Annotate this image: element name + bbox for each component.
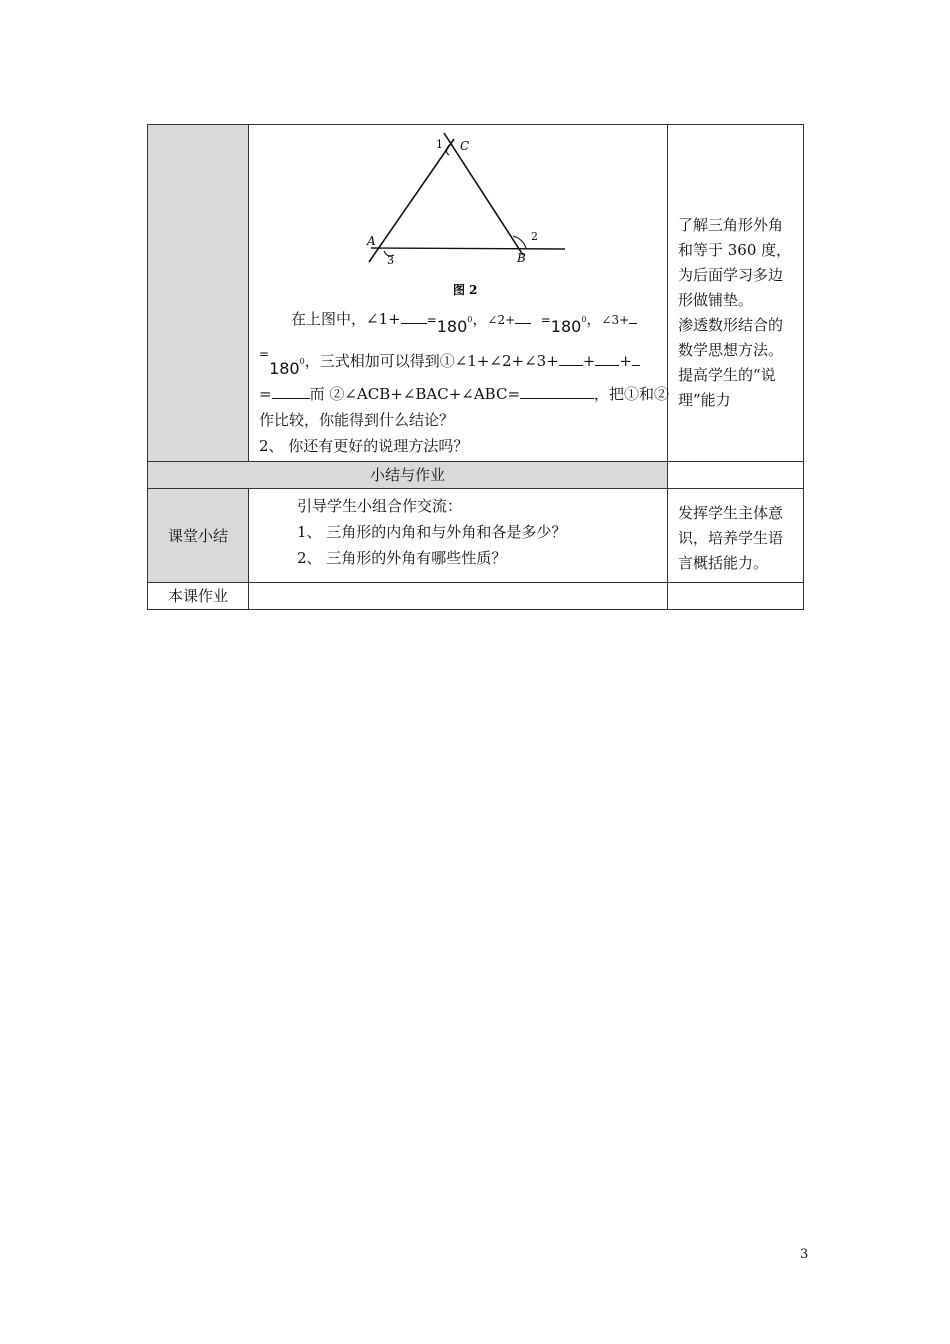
blank-8[interactable] [520,384,594,399]
summary-cell [249,489,668,583]
summary-content [249,489,667,579]
blank-3[interactable] [629,309,637,324]
homework-cell [249,583,668,610]
section-blank-cell [668,462,804,489]
homework-note-cell [668,583,804,610]
blank-4[interactable] [559,351,583,366]
label-b: B [517,251,526,265]
exercise-line-3: = 而 ②∠ACB+∠BAC+∠ABC= ，把①和② [259,385,670,403]
homework-row [148,583,804,610]
exercise-text [249,297,670,461]
design-intent-2: 发挥学生主体意 识，培养学生语 言概括能力。 [678,504,784,572]
blank-5[interactable] [595,351,619,366]
label-c: C [460,139,470,153]
exercise-cell [249,125,668,462]
summary-question-2: 2、 三角形的外角有哪些性质？ [297,549,507,567]
exercise-line-1: 在上图中，∠1+ =1800，∠2+ =1800，∠3+ [259,297,659,341]
homework-label: 本课作业 [148,583,249,610]
lesson-table [147,124,804,610]
label-a: A [367,234,376,248]
blank-1[interactable] [401,309,427,324]
summary-row [148,489,804,583]
blank-2[interactable] [515,309,531,324]
summary-label: 课堂小结 [148,489,249,583]
triangle-figure [249,125,667,297]
summary-intro: 引导学生小组合作交流： [297,497,463,515]
summary-question-1: 1、 三角形的内角和与外角和各是多少？ [297,523,567,541]
section-title: 小结与作业 [148,462,668,489]
exercise-line-5: 2、 你还有更好的说理方法吗？ [259,437,469,455]
design-intent-1: 了解三角形外角 和等于 360 度， 为后面学习多边 形做铺垫。 渗透数形结合的 数学思想方法。 提高学生的“说 理”能力 [678,216,792,409]
label-1: 1 [436,138,443,151]
figure-caption: 图 2 [453,283,478,297]
left-shaded-cell [148,125,249,462]
label-3: 3 [387,254,394,267]
page-number: 3 [800,1247,809,1262]
triangle-diagram [361,131,571,299]
exercise-row [148,125,804,462]
section-row [148,462,804,489]
design-intent-cell-2 [668,489,804,583]
design-intent-cell [668,125,804,462]
label-2: 2 [531,230,538,243]
blank-7[interactable] [272,384,310,399]
exercise-line-4: 作比较，你能得到什么结论？ [259,411,455,429]
blank-6[interactable] [632,351,640,366]
exercise-line-2: =1800，三式相加可以得到①∠1+∠2+∠3+ + + [259,341,659,381]
